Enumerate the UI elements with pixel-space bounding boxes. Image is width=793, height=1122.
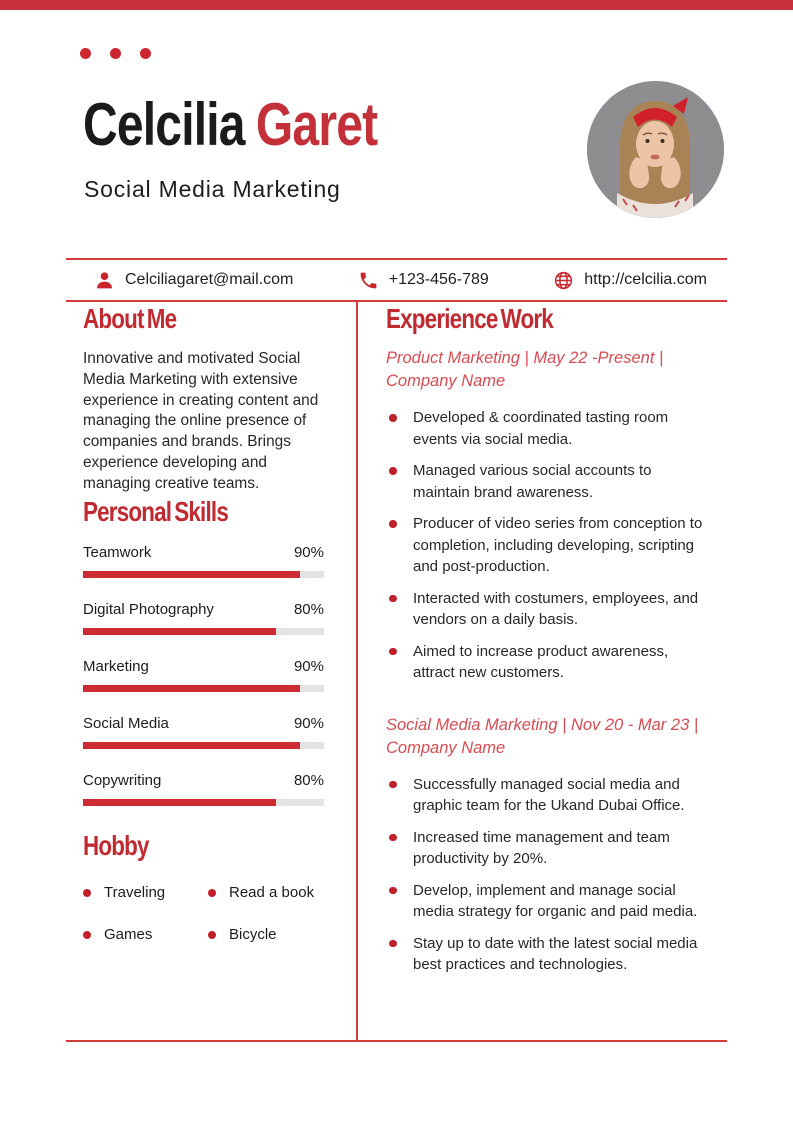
hobby-item	[208, 884, 324, 902]
skill-bar	[83, 628, 324, 635]
bullet-dot-icon	[83, 889, 91, 897]
skill-bar-fill	[83, 571, 300, 578]
column-divider	[356, 302, 358, 1040]
skill-bar	[83, 799, 324, 806]
skill-bar	[83, 571, 324, 578]
avatar-illustration	[587, 81, 724, 218]
job-bullet: Managed various social accounts to maintain brand awareness.	[386, 460, 712, 503]
skill-percent: 90%	[293, 657, 324, 675]
job-bullet-list	[386, 407, 712, 684]
hobby-item	[83, 884, 208, 902]
hobby-list	[83, 884, 324, 944]
accent-dot-icon	[140, 48, 151, 59]
job-bullet: Develop, implement and manage social media strategy for organic and paid media.	[386, 880, 712, 923]
job-bullet: Developed & coordinated tasting room events via social media.	[386, 407, 712, 450]
section-title-experience: Experience Work	[386, 303, 553, 334]
hobby-item	[83, 926, 208, 944]
right-column	[386, 302, 712, 986]
bullet-dot-icon	[83, 931, 91, 939]
bottom-rule	[66, 1040, 727, 1042]
skill-percent: 90%	[293, 543, 324, 561]
section-title-about: About Me	[83, 303, 177, 334]
profile-photo	[587, 81, 724, 218]
contact-email[interactable]	[94, 270, 293, 291]
skill-percent: 90%	[293, 714, 324, 732]
skill-bar	[83, 685, 324, 692]
job-bullet: Interacted with costumers, employees, and vendors on a daily basis.	[386, 588, 712, 631]
job-bullet: Stay up to date with the latest social media best practices and technologies.	[386, 933, 712, 976]
left-column	[83, 302, 324, 944]
person-icon	[94, 270, 115, 291]
bullet-dot-icon	[208, 889, 216, 897]
skill-row	[83, 544, 324, 578]
contact-email-text: Celciliagaret@mail.com	[125, 271, 294, 288]
phone-icon	[358, 270, 379, 291]
skill-bar	[83, 742, 324, 749]
hobby-label: Bicycle	[229, 925, 277, 943]
person-name	[83, 92, 377, 158]
job-heading: Social Media Marketing | Nov 20 - Mar 23 | Company Name	[386, 715, 699, 757]
contact-website-text: http://celcilia.com	[584, 271, 707, 288]
contact-phone-text: +123-456-789	[388, 271, 489, 288]
job-block	[386, 714, 712, 976]
hobby-label: Games	[104, 925, 153, 943]
skill-row	[83, 658, 324, 692]
skill-bar-fill	[83, 799, 276, 806]
section-title-hobby: Hobby	[83, 829, 149, 861]
contact-bar	[66, 258, 727, 302]
hobby-item	[208, 926, 324, 944]
bullet-dot-icon	[208, 931, 216, 939]
profession-subtitle: Social Media Marketing	[84, 176, 341, 202]
hobby-label: Traveling	[104, 883, 166, 901]
skill-label: Marketing	[83, 657, 149, 675]
skill-percent: 80%	[293, 600, 324, 618]
accent-dots	[80, 48, 151, 59]
accent-dot-icon	[110, 48, 121, 59]
job-bullet: Aimed to increase product awareness, attract new customers.	[386, 641, 712, 684]
job-bullet: Increased time management and team productivity by 20%.	[386, 827, 712, 870]
section-title-skills: Personal Skills	[83, 495, 228, 527]
globe-icon	[553, 270, 574, 291]
about-text: Innovative and motivated Social Media Marketing with extensive experience in creating content and managing the online presence of companies and brands. Brings experience developing and managing creative teams.	[83, 350, 319, 492]
skill-bar-fill	[83, 742, 300, 749]
skills-list	[83, 544, 324, 806]
job-bullet-list	[386, 774, 712, 976]
accent-dot-icon	[80, 48, 91, 59]
contact-phone[interactable]	[358, 270, 489, 291]
skill-row	[83, 601, 324, 635]
skill-label: Copywriting	[83, 771, 162, 789]
hobby-label: Read a book	[229, 883, 315, 901]
skill-label: Social Media	[83, 714, 169, 732]
top-accent-bar	[0, 0, 793, 10]
skill-row	[83, 715, 324, 749]
skill-bar-fill	[83, 685, 300, 692]
first-name: Celcilia	[83, 91, 245, 158]
skill-bar-fill	[83, 628, 276, 635]
skill-label: Teamwork	[83, 543, 152, 561]
job-block	[386, 347, 712, 684]
skill-percent: 80%	[293, 771, 324, 789]
job-heading: Product Marketing | May 22 -Present | Company Name	[386, 349, 664, 391]
skill-row	[83, 772, 324, 806]
job-bullet: Successfully managed social media and graphic team for the Ukand Dubai Office.	[386, 774, 712, 817]
job-bullet: Producer of video series from conception to completion, including developing, scripting and post-production.	[386, 513, 712, 578]
last-name: Garet	[255, 91, 378, 158]
contact-website[interactable]	[553, 270, 707, 291]
skill-label: Digital Photography	[83, 600, 214, 618]
